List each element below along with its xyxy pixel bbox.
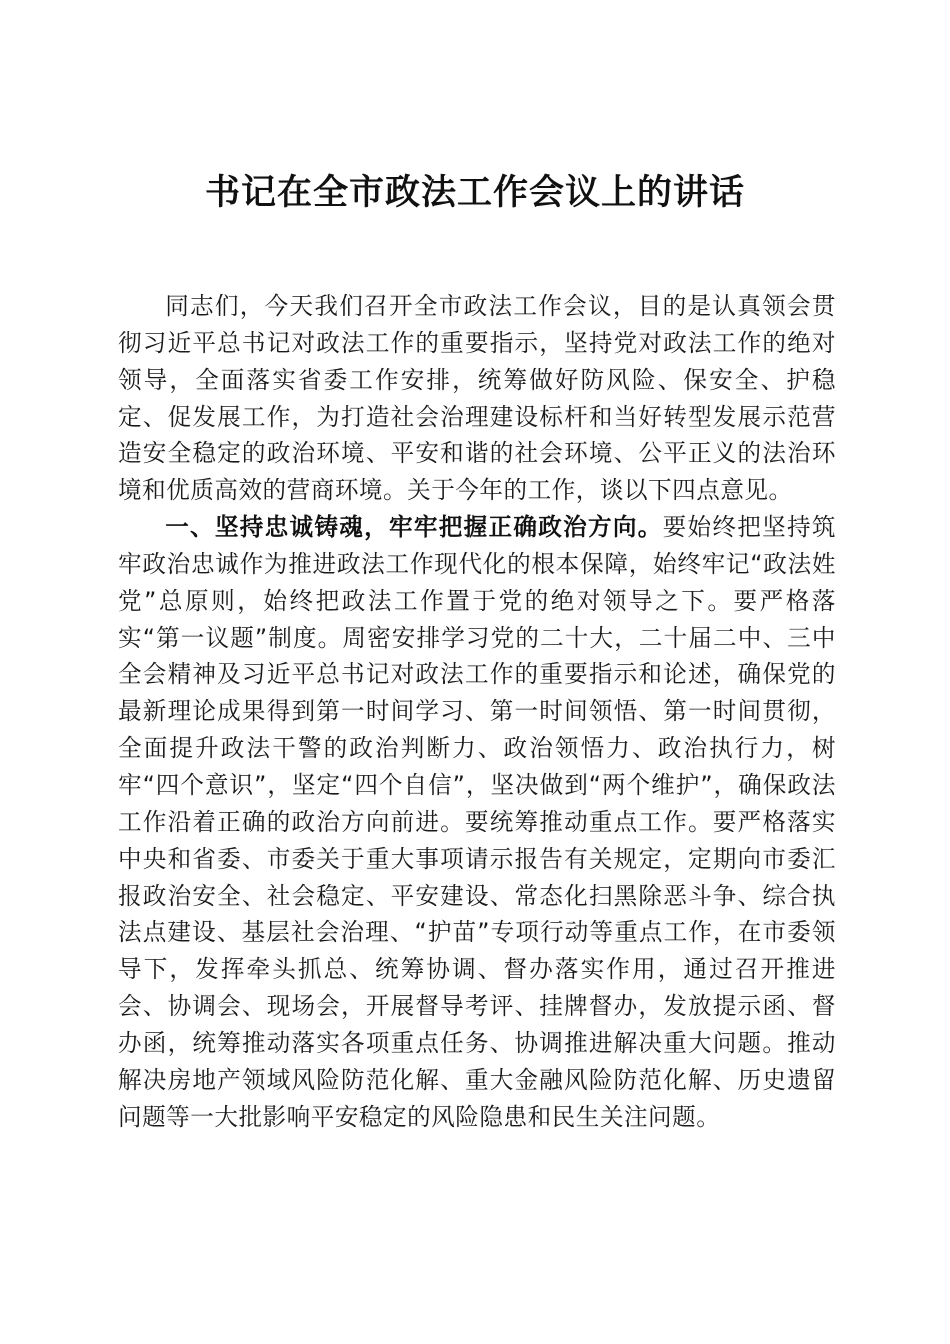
paragraph-text: 同志们，今天我们召开全市政法工作会议，目的是认真领会贯彻习近平总书记对政法工作的重要指示，坚持党对政法工作的绝对领导，全面落实省委工作安排，统筹做好防风险、保安全、护稳定、促发展工作，为打造社会治理建设标杆和当好转型发展示范营造安全稳定的政治环境、平安和谐的社会环境、公平正义的法治环境和优质高效的营商环境。关于今年的工作，谈以下四点意见。 <box>118 292 836 505</box>
section-heading: 一、坚持忠诚铸魂，牢牢把握正确政治方向。 <box>165 513 663 542</box>
opening-paragraph <box>118 288 836 509</box>
document-title: 书记在全市政法工作会议上的讲话 <box>204 172 745 213</box>
section-one-paragraph <box>118 509 836 1135</box>
document-body <box>118 288 836 1135</box>
paragraph-text: 要始终把坚持筑牢政治忠诚作为推进政法工作现代化的根本保障，始终牢记“政法姓党”总原则，始终把政法工作置于党的绝对领导之下。要严格落实“第一议题”制度。周密安排学习党的二十大，二十届二中、三中全会精神及习近平总书记对政法工作的重要指示和论述，确保党的最新理论成果得到第一时间学习、第一时间领悟、第一时间贯彻，全面提升政法干警的政治判断力、政治领悟力、政治执行力，树牢“四个意识”，坚定“四个自信”，坚决做到“两个维护”，确保政法工作沿着正确的政治方向前进。要统筹推动重点工作。要严格落实中央和省委、市委关于重大事项请示报告有关规定，定期向市委汇报政治安全、社会稳定、平安建设、常态化扫黑除恶斗争、综合执法点建设、基层社会治理、“护苗”专项行动等重点工作，在市委领导下，发挥牵头抓总、统筹协调、督办落实作用，通过召开推进会、协调会、现场会，开展督导考评、挂牌督办，发放提示函、督办函，统筹推动落实各项重点任务、协调推进解决重大问题。推动解决房地产领域风险防范化解、重大金融风险防范化解、历史遗留问题等一大批影响平安稳定的风险隐患和民生关注问题。 <box>118 513 837 1131</box>
